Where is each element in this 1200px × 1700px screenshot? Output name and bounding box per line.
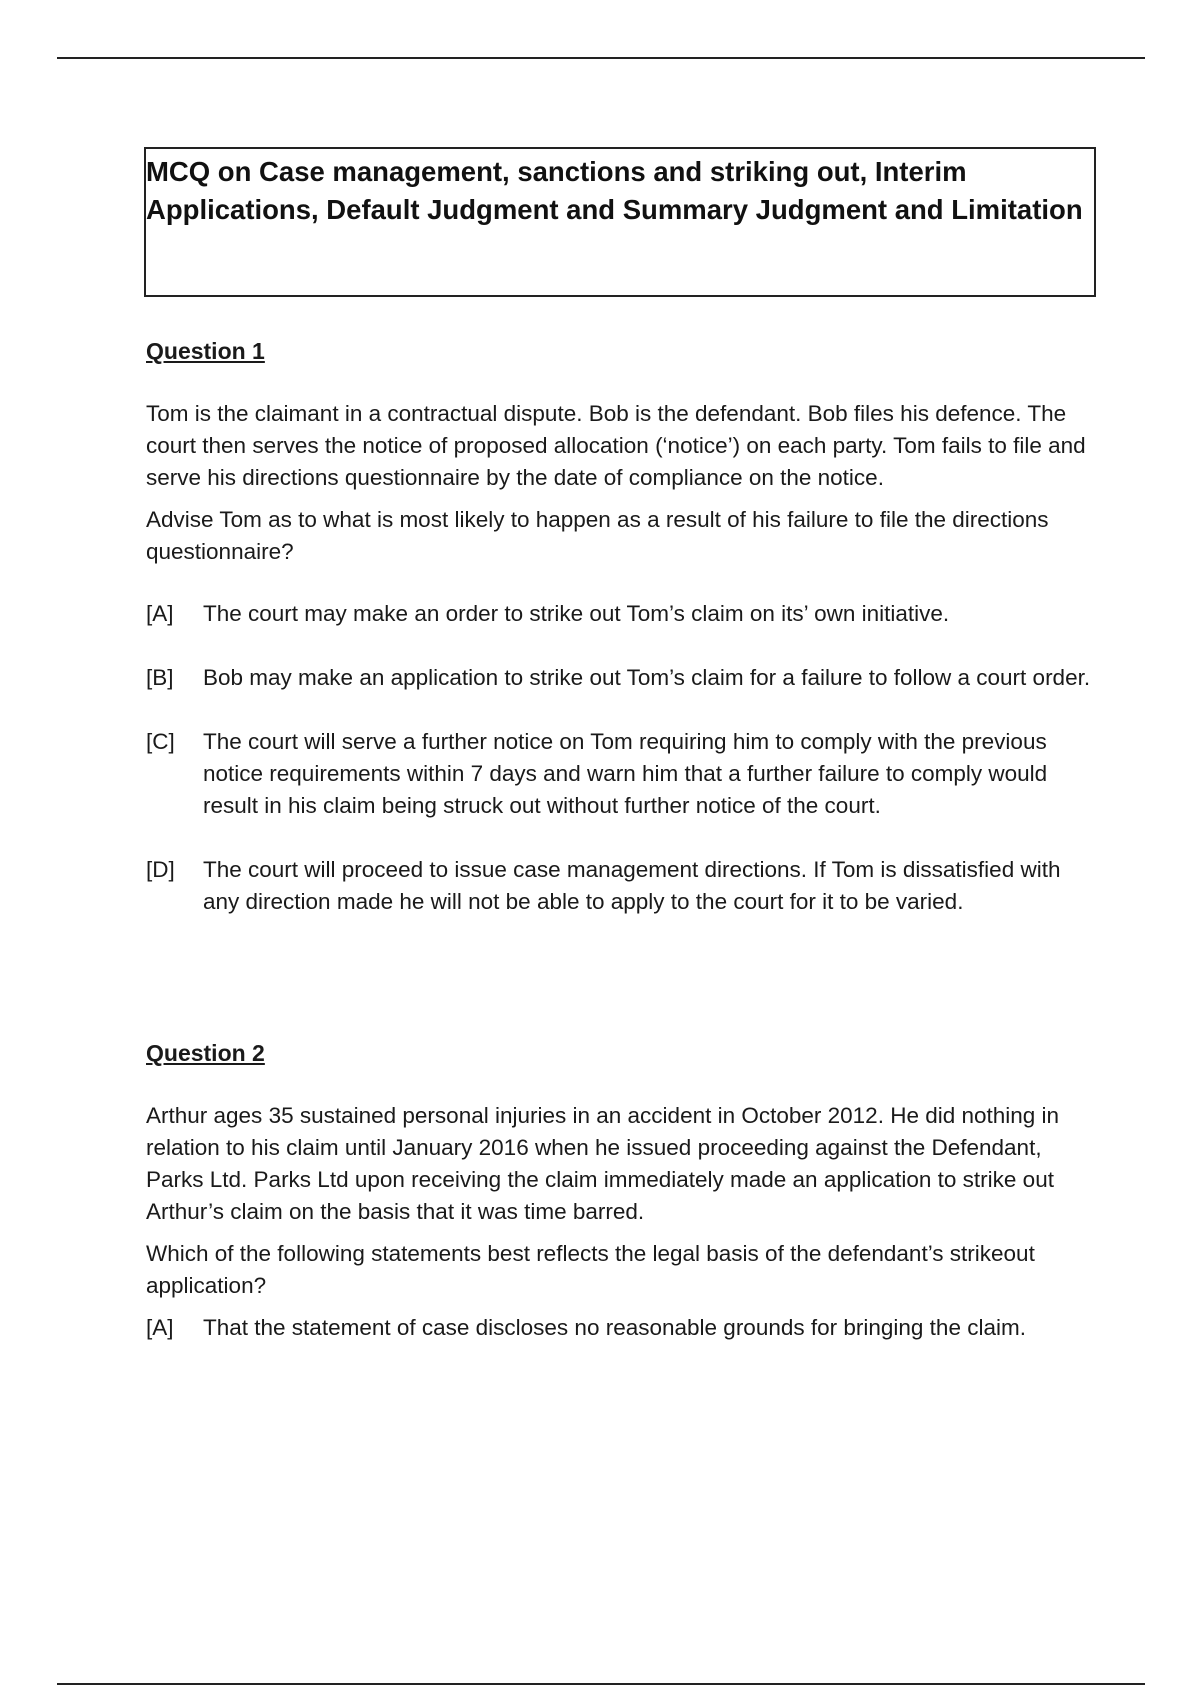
question-paragraph: Tom is the claimant in a contractual dispute. Bob is the defendant. Bob files his defence. The court then serves the notice of proposed allocation (‘notice’) on each party. Tom fails to file and serve his directions questionnaire by the date of compliance on the notice. [146,401,1086,490]
answer-option-d [146,854,1096,918]
document-title: MCQ on Case management, sanctions and striking out, Interim Applications, Default Judgment and Summary Judgment and Limitation [146,156,1083,225]
option-label: [C] [146,729,175,754]
answer-option-a [146,1312,1096,1344]
option-text: The court will serve a further notice on Tom requiring him to comply with the previous notice requirements within 7 days and warn him that a further failure to comply would result in his claim being struck out without further notice of the court. [203,729,1048,818]
option-text: Bob may make an application to strike out Tom’s claim for a failure to follow a court order. [203,665,1091,690]
option-label: [B] [146,665,174,690]
question-heading: Question 1 [146,338,265,364]
question-1 [146,336,1096,918]
question-prompt: Which of the following statements best reflects the legal basis of the defendant’s strikeout application? [146,1241,1035,1298]
question-2 [146,1038,1096,1344]
option-text: The court may make an order to strike out Tom’s claim on its’ own initiative. [203,601,950,626]
option-label: [A] [146,1315,174,1340]
question-paragraph: Arthur ages 35 sustained personal injuries in an accident in October 2012. He did nothing in relation to his claim until January 2016 when he issued proceeding against the Defendant, Parks Ltd. Parks Ltd upon receiving the claim immediately made an application to strike out Arthur’s claim on the basis that it was time barred. [146,1103,1060,1224]
question-prompt: Advise Tom as to what is most likely to happen as a result of his failure to file the directions questionnaire? [146,507,1049,564]
title-box [144,147,1096,297]
option-label: [D] [146,857,175,882]
option-text: That the statement of case discloses no reasonable grounds for bringing the claim. [203,1315,1026,1340]
option-label: [A] [146,601,174,626]
answer-option-c [146,726,1096,822]
answer-option-a [146,598,1096,630]
document-body [146,336,1096,1344]
answer-option-b [146,662,1096,694]
option-text: The court will proceed to issue case management directions. If Tom is dissatisfied with any direction made he will not be able to apply to the court for it to be varied. [203,857,1061,914]
top-rule [57,57,1145,59]
bottom-rule [57,1683,1145,1685]
question-heading: Question 2 [146,1040,265,1066]
